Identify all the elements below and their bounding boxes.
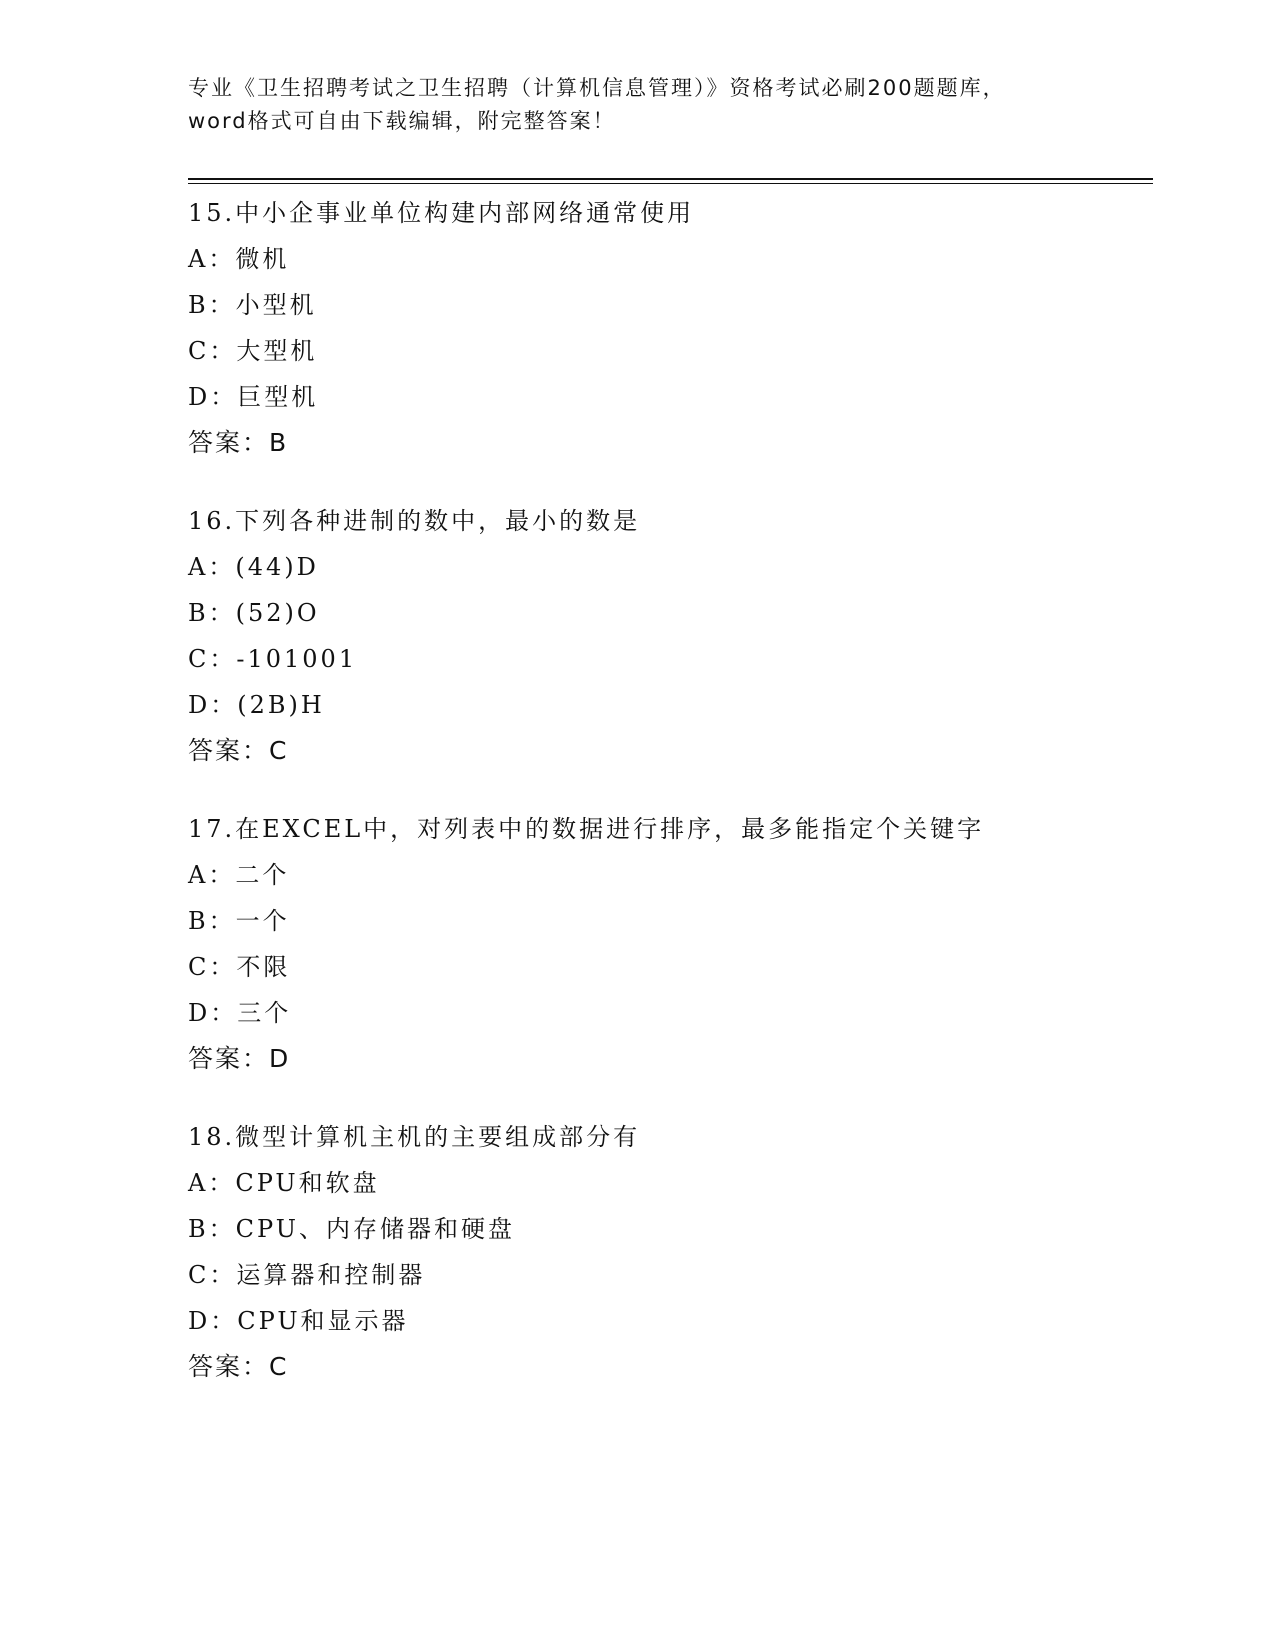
answer-line: 答案：C: [188, 1352, 289, 1381]
header-divider-thick: [188, 178, 1153, 180]
header-line-2: word格式可自由下载编辑，附完整答案！: [188, 109, 616, 133]
question-stem: 15.中小企事业单位构建内部网络通常使用: [188, 199, 695, 227]
option-a: A：(44)D: [188, 553, 319, 581]
answer-line: 答案：D: [188, 1044, 291, 1073]
question-stem: 16.下列各种进制的数中，最小的数是: [188, 507, 641, 535]
option-b: B：小型机: [188, 291, 317, 319]
option-d: D：巨型机: [188, 383, 319, 411]
option-b: B：CPU、内存储器和硬盘: [188, 1215, 515, 1243]
option-a: A：CPU和软盘: [188, 1169, 380, 1197]
option-c: C：-101001: [188, 645, 358, 673]
question-stem: 17.在EXCEL中，对列表中的数据进行排序，最多能指定个关键字: [188, 815, 985, 843]
option-d: D：三个: [188, 999, 292, 1027]
option-d: D：(2B)H: [188, 691, 325, 719]
option-a: A：二个: [188, 861, 290, 889]
option-c: C：大型机: [188, 337, 318, 365]
option-a: A：微机: [188, 245, 290, 273]
option-c: C：不限: [188, 953, 291, 981]
option-b: B：一个: [188, 907, 290, 935]
question-block: [188, 190, 1148, 466]
answer-line: 答案：C: [188, 736, 289, 765]
option-b: B：(52)O: [188, 599, 320, 627]
question-block: [188, 1114, 1148, 1390]
document-header: [188, 72, 1068, 138]
question-stem: 18.微型计算机主机的主要组成部分有: [188, 1123, 641, 1151]
answer-line: 答案：B: [188, 428, 289, 457]
question-block: [188, 806, 1148, 1082]
option-d: D：CPU和显示器: [188, 1307, 409, 1335]
question-list: [188, 190, 1148, 1422]
header-divider-thin: [188, 183, 1153, 184]
header-line-1: 专业《卫生招聘考试之卫生招聘（计算机信息管理）》资格考试必刷200题题库，: [188, 76, 1006, 100]
option-c: C：运算器和控制器: [188, 1261, 426, 1289]
question-block: [188, 498, 1148, 774]
